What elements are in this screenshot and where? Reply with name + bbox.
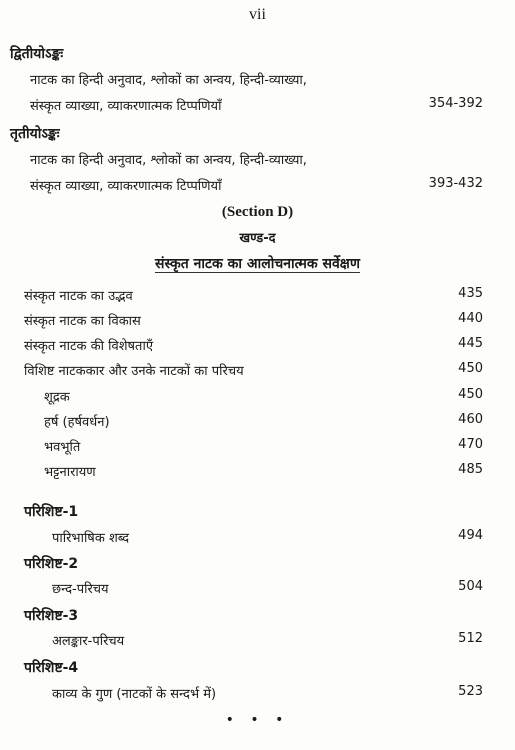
toc-page: 445	[458, 336, 483, 351]
act-page-range: 393-432	[428, 176, 483, 191]
toc-subentry: शूद्रक	[44, 390, 70, 405]
act-heading: द्वितीयोऽङ्कः	[10, 46, 64, 62]
toc-entry: संस्कृत नाटक की विशेषताएँ	[24, 339, 154, 354]
toc-entry: संस्कृत नाटक का विकास	[24, 314, 141, 329]
toc-entry: संस्कृत नाटक का उद्भव	[24, 289, 133, 304]
toc-subentry: हर्ष (हर्षवर्धन)	[44, 415, 110, 430]
toc-page: 460	[458, 412, 483, 427]
toc-page: 440	[458, 311, 483, 326]
page-number: vii	[249, 6, 266, 23]
toc-page: 450	[458, 361, 483, 376]
act-description-line: संस्कृत व्याख्या, व्याकरणात्मक टिप्पणियाँ	[30, 99, 222, 114]
appendix-heading: परिशिष्ट-2	[24, 556, 79, 572]
toc-entry: विशिष्ट नाटककार और उनके नाटकों का परिचय	[24, 364, 244, 379]
survey-title	[0, 254, 515, 273]
act-heading: तृतीयोऽङ्कः	[10, 126, 60, 142]
toc-page: 523	[458, 684, 483, 699]
appendix-title: पारिभाषिक शब्द	[52, 531, 130, 546]
section-english-title: (Section D)	[221, 204, 294, 220]
appendix-heading: परिशिष्ट-3	[24, 608, 79, 624]
appendix-heading: परिशिष्ट-1	[24, 504, 79, 520]
act-description-line: नाटक का हिन्दी अनुवाद, श्लोकों का अन्वय, हिन्दी-व्याख्या,	[30, 153, 307, 168]
appendix-title: काव्य के गुण (नाटकों के सन्दर्भ में)	[52, 687, 217, 702]
end-ornament: • • •	[225, 712, 290, 728]
toc-page: 435	[458, 286, 483, 301]
section-hindi-title: खण्ड-द	[239, 231, 276, 246]
toc-subentry: भवभूति	[44, 440, 81, 455]
toc-subentry: भट्टनारायण	[44, 465, 96, 480]
act-page-range: 354-392	[428, 96, 483, 111]
appendix-heading: परिशिष्ट-4	[24, 660, 79, 676]
toc-page: 450	[458, 387, 483, 402]
toc-page: 512	[458, 631, 483, 646]
toc-page: 485	[458, 462, 483, 477]
appendix-title: छन्द-परिचय	[52, 582, 109, 597]
survey-title-text: संस्कृत नाटक का आलोचनात्मक सर्वेक्षण	[155, 256, 360, 272]
appendix-title: अलङ्कार-परिचय	[52, 634, 125, 649]
toc-page: 470	[458, 437, 483, 452]
toc-page: 494	[458, 528, 483, 543]
act-description-line: संस्कृत व्याख्या, व्याकरणात्मक टिप्पणियाँ	[30, 179, 222, 194]
act-description-line: नाटक का हिन्दी अनुवाद, श्लोकों का अन्वय, हिन्दी-व्याख्या,	[30, 73, 307, 88]
toc-page: 504	[458, 579, 483, 594]
